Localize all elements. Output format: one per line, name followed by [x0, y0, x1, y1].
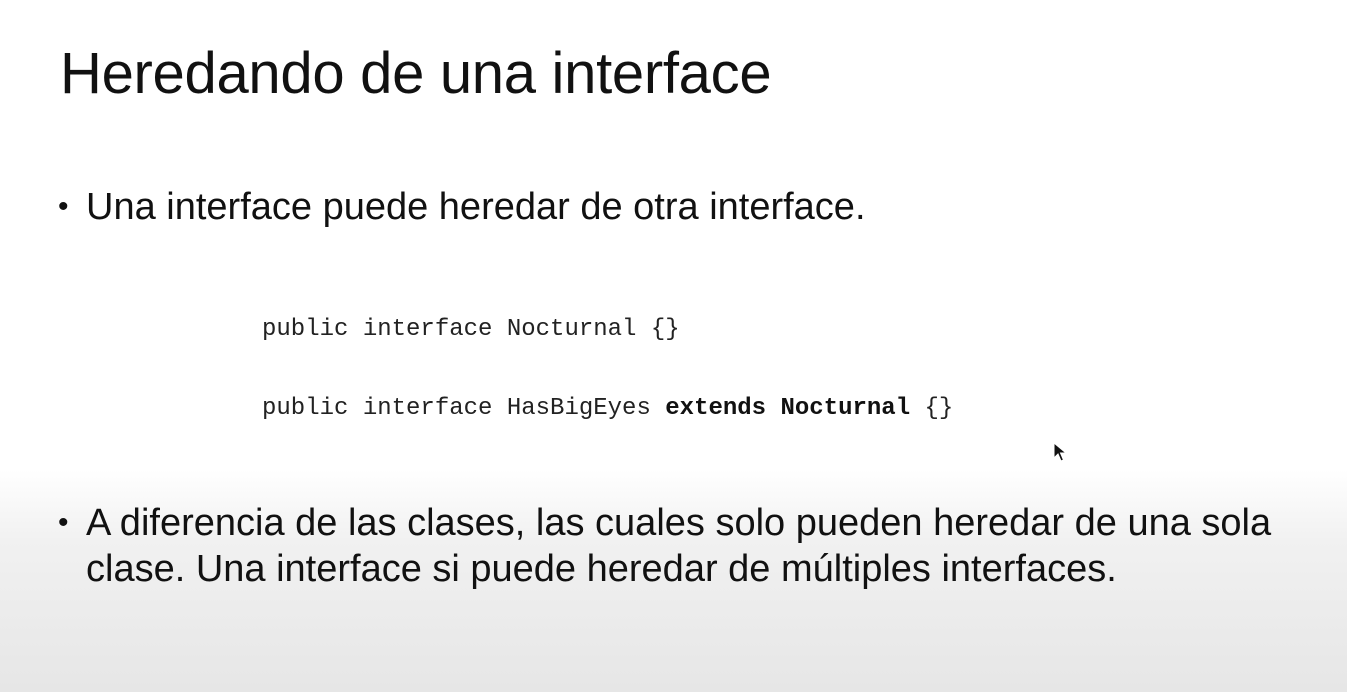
code-line-2	[262, 395, 953, 422]
code-line-2-prefix: public interface HasBigEyes	[262, 395, 666, 422]
bullet-item-1	[58, 184, 1328, 230]
bullet-text: Una interface puede heredar de otra interface.	[86, 186, 866, 228]
code-line-2-suffix: {}	[910, 395, 954, 422]
bullet-text: A diferencia de las clases, las cuales solo pueden heredar de una sola clase. Una interface si puede heredar de múltiples interfaces.	[86, 502, 1272, 590]
bullet-marker: •	[58, 190, 69, 223]
code-line-2-keyword: extends Nocturnal	[665, 395, 911, 422]
slide-title: Heredando de una interface	[60, 41, 772, 106]
bullet-marker: •	[58, 506, 69, 539]
code-line-1: public interface Nocturnal {}	[262, 316, 680, 343]
bullet-item-2	[58, 500, 1328, 592]
mouse-pointer-icon	[1053, 442, 1067, 462]
